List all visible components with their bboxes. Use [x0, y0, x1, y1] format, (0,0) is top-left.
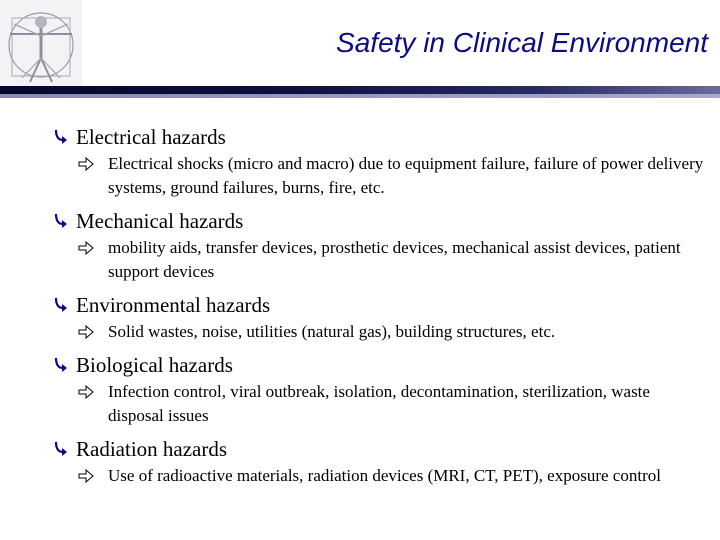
- curved-arrow-icon: [54, 128, 68, 146]
- bullet-item: [54, 206, 704, 284]
- bullet-item: [54, 122, 704, 200]
- bullet-heading-row: [54, 434, 704, 464]
- bullet-heading-row: [54, 122, 704, 152]
- outline-arrow-icon: [78, 468, 94, 484]
- bullet-heading-row: [54, 350, 704, 380]
- bullet-detail: Solid wastes, noise, utilities (natural gas), building structures, etc.: [108, 322, 556, 341]
- bullet-heading-row: [54, 290, 704, 320]
- title-divider: [0, 86, 720, 98]
- bullet-detail: Use of radioactive materials, radiation devices (MRI, CT, PET), exposure control: [108, 466, 661, 485]
- outline-arrow-icon: [78, 384, 94, 400]
- outline-arrow-icon: [78, 240, 94, 256]
- curved-arrow-icon: [54, 440, 68, 458]
- bullet-item: [54, 290, 704, 344]
- title-divider-dark: [0, 86, 720, 94]
- bullet-detail: mobility aids, transfer devices, prosthetic devices, mechanical assist devices, patient support devices: [108, 238, 681, 281]
- bullet-list: [54, 122, 704, 494]
- bullet-heading: Electrical hazards: [76, 125, 226, 149]
- curved-arrow-icon: [54, 356, 68, 374]
- slide-title: Safety in Clinical Environment: [336, 27, 708, 58]
- bullet-heading-row: [54, 206, 704, 236]
- outline-arrow-icon: [78, 156, 94, 172]
- title-divider-light: [0, 94, 720, 98]
- bullet-heading: Biological hazards: [76, 353, 233, 377]
- bullet-heading: Radiation hazards: [76, 437, 228, 461]
- bullet-detail-row: [78, 464, 704, 488]
- bullet-detail-row: [78, 380, 704, 428]
- outline-arrow-icon: [78, 324, 94, 340]
- vitruvian-man-logo: [0, 0, 82, 90]
- bullet-heading: Environmental hazards: [76, 293, 271, 317]
- bullet-heading: Mechanical hazards: [76, 209, 244, 233]
- bullet-detail-row: [78, 320, 704, 344]
- curved-arrow-icon: [54, 212, 68, 230]
- bullet-item: [54, 434, 704, 488]
- bullet-detail: Electrical shocks (micro and macro) due to equipment failure, failure of power delivery systems, ground failures, burns, fire, etc.: [108, 154, 704, 197]
- bullet-detail: Infection control, viral outbreak, isolation, decontamination, sterilization, waste disposal issues: [108, 382, 650, 425]
- bullet-detail-row: [78, 236, 704, 284]
- bullet-detail-row: [78, 152, 704, 200]
- bullet-item: [54, 350, 704, 428]
- curved-arrow-icon: [54, 296, 68, 314]
